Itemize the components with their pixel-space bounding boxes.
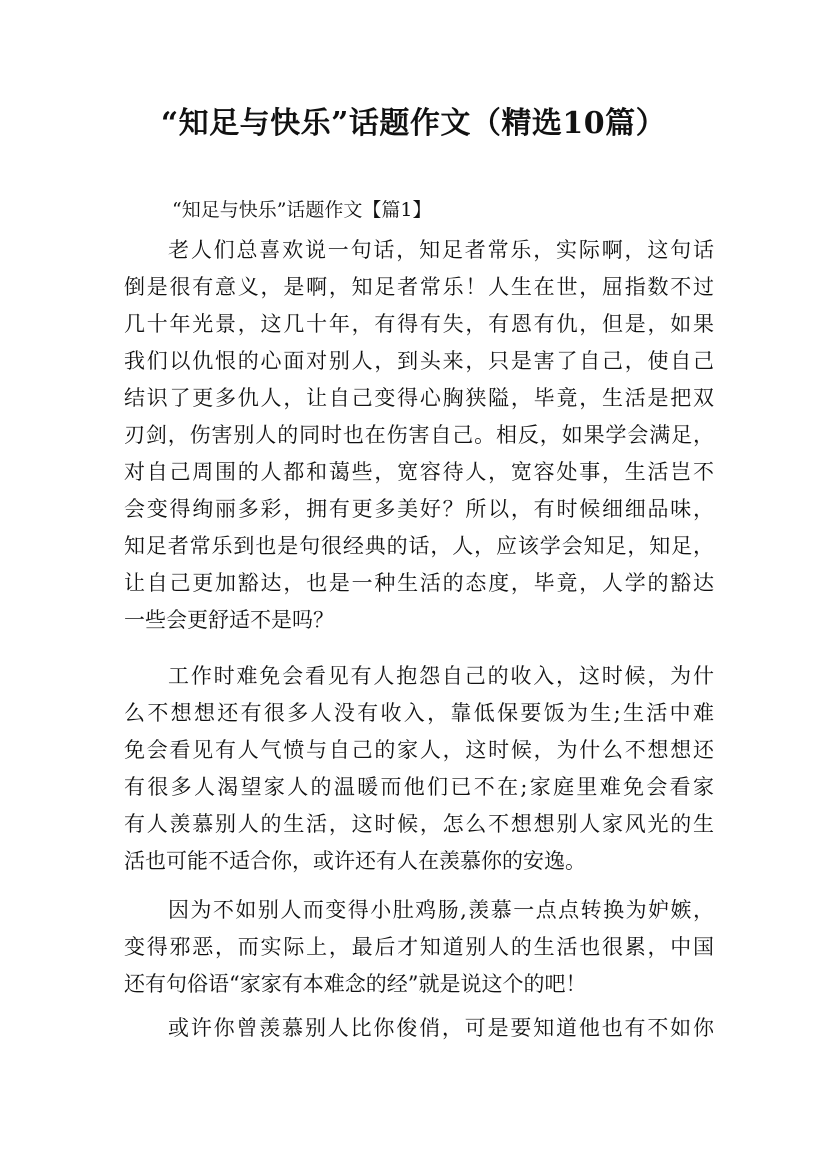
paragraph-4 [124, 1010, 714, 1047]
section-heading: “知足与快乐”话题作文【篇1】 [172, 199, 432, 221]
document-title: “知足与快乐”话题作文（精选10篇） [160, 106, 667, 141]
paragraph-line: 对自己周围的人都和蔼些，宽容待人，宽容处事，生活岂不 [124, 460, 714, 484]
paragraph-3 [124, 892, 714, 1003]
paragraph-1 [124, 232, 714, 639]
paragraph-line: 一些会更舒适不是吗？ [124, 608, 334, 632]
paragraph-line: 我们以仇恨的心面对别人，到头来，只是害了自己，使自己 [124, 349, 714, 373]
paragraph-line: 结识了更多仇人，让自己变得心胸狭隘，毕竟，生活是把双 [124, 386, 714, 410]
paragraph-line: 活也可能不适合你，或许还有人在羡慕你的安逸。 [124, 849, 586, 873]
paragraph-line: 么不想想还有很多人没有收入，靠低保要饭为生;生活中难 [124, 701, 714, 725]
paragraph-line: 几十年光景，这几十年，有得有失，有恩有仇，但是，如果 [124, 312, 714, 336]
paragraph-line: 倒是很有意义，是啊，知足者常乐！人生在世，屈指数不过 [124, 275, 714, 299]
paragraph-2 [124, 658, 714, 880]
paragraph-line: 有很多人渴望家人的温暖而他们已不在;家庭里难免会看家 [124, 775, 714, 799]
paragraph-line: 会变得绚丽多彩，拥有更多美好？所以，有时候细细品味， [124, 497, 714, 521]
paragraph-line: 老人们总喜欢说一句话，知足者常乐，实际啊，这句话 [168, 238, 714, 262]
paragraph-line: 或许你曾羡慕别人比你俊俏，可是要知道他也有不如你 [168, 1016, 714, 1040]
paragraph-line: 刃剑，伤害别人的同时也在伤害自己。相反，如果学会满足， [124, 423, 714, 447]
paragraph-line: 免会看见有人气愤与自己的家人，这时候，为什么不想想还 [124, 738, 714, 762]
paragraph-line: 还有句俗语“家家有本难念的经”就是说这个的吧！ [124, 972, 587, 996]
paragraph-line: 知足者常乐到也是句很经典的话，人，应该学会知足，知足， [124, 534, 714, 558]
paragraph-line: 有人羡慕别人的生活，这时候，怎么不想想别人家风光的生 [124, 812, 714, 836]
paragraph-line: 工作时难免会看见有人抱怨自己的收入，这时候，为什 [168, 664, 714, 688]
paragraph-line: 变得邪恶，而实际上，最后才知道别人的生活也很累，中国 [124, 935, 714, 959]
paragraph-line: 让自己更加豁达，也是一种生活的态度，毕竟，人学的豁达 [124, 571, 714, 595]
paragraph-line: 因为不如别人而变得小肚鸡肠,羡慕一点点转换为妒嫉， [168, 898, 714, 922]
